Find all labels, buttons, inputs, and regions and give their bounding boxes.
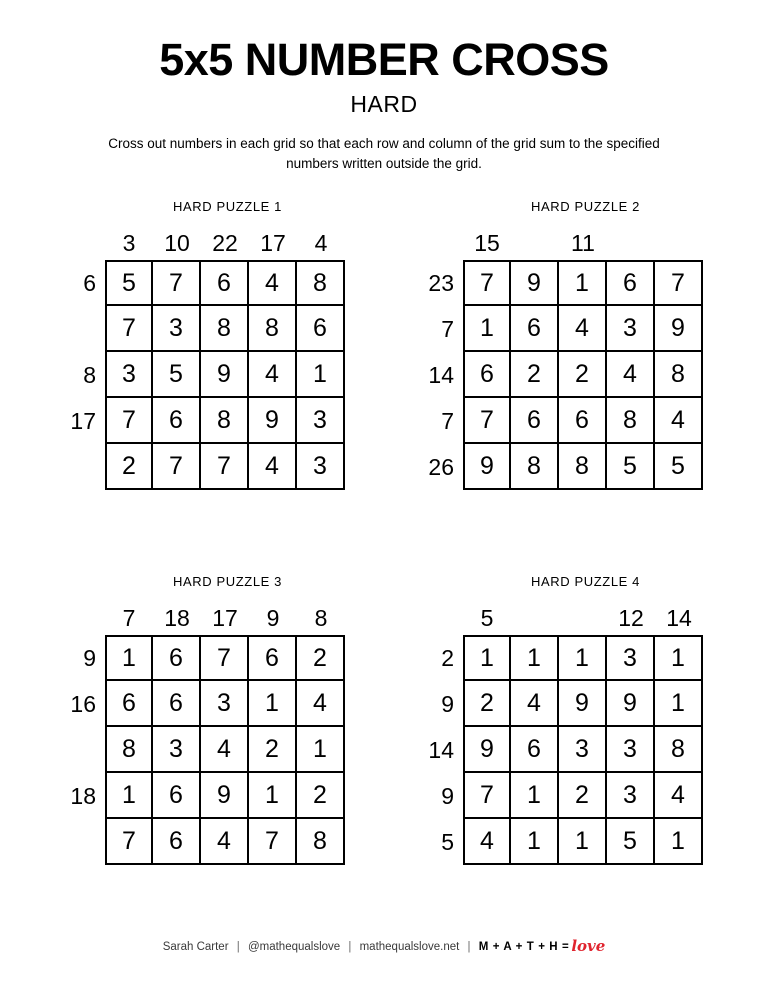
- column-clue: 22: [212, 230, 238, 257]
- grid-cell[interactable]: 6: [105, 681, 153, 727]
- grid-cell[interactable]: 8: [607, 398, 655, 444]
- puzzle-1-title: HARD PUZZLE 1: [173, 199, 282, 215]
- grid-cell[interactable]: 6: [607, 260, 655, 306]
- grid-cell[interactable]: 2: [297, 773, 345, 819]
- row-clue: 5: [441, 828, 454, 855]
- grid-cell[interactable]: 4: [249, 444, 297, 490]
- grid-cell[interactable]: 2: [559, 773, 607, 819]
- grid-cell[interactable]: 5: [105, 260, 153, 306]
- grid-corner-spacer: [418, 226, 463, 260]
- grid-cell[interactable]: 8: [297, 260, 345, 306]
- grid-cell[interactable]: 1: [511, 635, 559, 681]
- puzzle-2-title: HARD PUZZLE 2: [531, 199, 640, 215]
- column-clue: [511, 601, 559, 635]
- grid-cell[interactable]: 1: [655, 681, 703, 727]
- puzzle-1: [60, 199, 350, 490]
- difficulty-subtitle: HARD: [350, 91, 418, 118]
- grid-cell[interactable]: 1: [559, 260, 607, 306]
- grid-cell[interactable]: 9: [201, 352, 249, 398]
- grid-cell[interactable]: 3: [607, 773, 655, 819]
- row-clue: [60, 444, 105, 490]
- grid-cell[interactable]: 8: [655, 727, 703, 773]
- grid-cell[interactable]: 2: [297, 635, 345, 681]
- column-clue: 14: [666, 605, 692, 632]
- puzzle-3: [60, 574, 350, 865]
- row-clue: 7: [441, 315, 454, 342]
- footer-separator: |: [236, 941, 240, 953]
- grid-cell[interactable]: 6: [201, 260, 249, 306]
- grid-cell[interactable]: 1: [297, 727, 345, 773]
- row-clue: 14: [428, 736, 454, 763]
- column-clue: [607, 226, 655, 260]
- row-clue: [60, 306, 105, 352]
- grid-cell[interactable]: 8: [655, 352, 703, 398]
- column-clue: 17: [260, 230, 286, 257]
- brand-logo-love: love: [571, 937, 606, 955]
- grid-cell[interactable]: 9: [201, 773, 249, 819]
- puzzle-row-bottom: [0, 574, 768, 865]
- puzzle-3-grid: [60, 601, 350, 865]
- grid-cell[interactable]: 3: [105, 352, 153, 398]
- grid-cell[interactable]: 5: [607, 444, 655, 490]
- instructions-text: Cross out numbers in each grid so that each row and column of the grid sum to the specified numbers written outside the grid.: [108, 136, 660, 171]
- row-clue: 17: [70, 407, 96, 434]
- row-clue: 14: [428, 361, 454, 388]
- grid-cell[interactable]: 6: [511, 727, 559, 773]
- column-clue: 8: [314, 605, 328, 632]
- grid-cell[interactable]: 9: [607, 681, 655, 727]
- grid-cell[interactable]: 2: [105, 444, 153, 490]
- grid-cell[interactable]: 1: [105, 635, 153, 681]
- row-clue: 9: [441, 782, 454, 809]
- grid-cell[interactable]: 1: [105, 773, 153, 819]
- grid-cell[interactable]: 1: [511, 773, 559, 819]
- column-clue: 9: [266, 605, 280, 632]
- grid-cell[interactable]: 4: [297, 681, 345, 727]
- grid-cell[interactable]: 3: [607, 306, 655, 352]
- puzzle-2: [418, 199, 708, 490]
- column-clue: 15: [474, 230, 500, 257]
- row-clue: 18: [70, 782, 96, 809]
- grid-cell[interactable]: 5: [655, 444, 703, 490]
- row-clue: 6: [83, 269, 96, 296]
- row-clue: 8: [83, 361, 96, 388]
- grid-cell[interactable]: 3: [559, 727, 607, 773]
- grid-cell[interactable]: 8: [201, 398, 249, 444]
- grid-cell[interactable]: 7: [463, 260, 511, 306]
- footer-separator: |: [348, 941, 352, 953]
- puzzles-container: [0, 199, 768, 865]
- column-clue: 18: [164, 605, 190, 632]
- grid-cell[interactable]: 3: [607, 635, 655, 681]
- row-clue: 9: [83, 644, 96, 671]
- page-footer: [0, 937, 768, 955]
- grid-cell[interactable]: 6: [153, 681, 201, 727]
- grid-cell[interactable]: 6: [559, 398, 607, 444]
- row-clue: 7: [441, 407, 454, 434]
- grid-cell[interactable]: 3: [201, 681, 249, 727]
- page-title: 5x5 NUMBER CROSS: [159, 34, 609, 85]
- puzzle-4: [418, 574, 708, 865]
- grid-corner-spacer: [60, 226, 105, 260]
- row-clue: 26: [428, 453, 454, 480]
- grid-cell[interactable]: 1: [655, 819, 703, 865]
- grid-cell[interactable]: 5: [607, 819, 655, 865]
- grid-cell[interactable]: 4: [607, 352, 655, 398]
- grid-cell[interactable]: 4: [511, 681, 559, 727]
- puzzle-4-title: HARD PUZZLE 4: [531, 574, 640, 590]
- row-clue: 2: [441, 644, 454, 671]
- column-clue: 11: [571, 230, 595, 257]
- row-clue: 23: [428, 269, 454, 296]
- column-clue: [655, 226, 703, 260]
- grid-cell[interactable]: 7: [105, 819, 153, 865]
- grid-cell[interactable]: 8: [559, 444, 607, 490]
- grid-cell[interactable]: 8: [105, 727, 153, 773]
- grid-corner-spacer: [60, 601, 105, 635]
- grid-cell[interactable]: 3: [297, 398, 345, 444]
- grid-cell[interactable]: 7: [201, 635, 249, 681]
- column-clue: 4: [314, 230, 328, 257]
- grid-cell[interactable]: 2: [463, 681, 511, 727]
- grid-cell[interactable]: 7: [463, 773, 511, 819]
- grid-cell[interactable]: 7: [105, 306, 153, 352]
- grid-cell[interactable]: 1: [511, 819, 559, 865]
- grid-cell[interactable]: 9: [559, 681, 607, 727]
- grid-cell[interactable]: 8: [297, 819, 345, 865]
- grid-cell[interactable]: 9: [463, 444, 511, 490]
- grid-cell[interactable]: 7: [105, 398, 153, 444]
- puzzle-3-title: HARD PUZZLE 3: [173, 574, 282, 590]
- column-clue: 17: [212, 605, 238, 632]
- grid-cell[interactable]: 3: [607, 727, 655, 773]
- column-clue: 12: [618, 605, 644, 632]
- footer-social-handle: @mathequalslove: [247, 941, 341, 953]
- grid-cell[interactable]: 6: [153, 635, 201, 681]
- grid-cell[interactable]: 4: [201, 819, 249, 865]
- grid-cell[interactable]: 6: [297, 306, 345, 352]
- puzzle-4-grid: [418, 601, 708, 865]
- grid-cell[interactable]: 2: [511, 352, 559, 398]
- grid-cell[interactable]: 3: [153, 306, 201, 352]
- grid-cell[interactable]: 4: [201, 727, 249, 773]
- grid-cell[interactable]: 8: [201, 306, 249, 352]
- grid-cell[interactable]: 9: [249, 398, 297, 444]
- column-clue: 10: [164, 230, 190, 257]
- row-clue: 9: [441, 690, 454, 717]
- puzzle-2-grid: [418, 226, 708, 490]
- grid-cell[interactable]: 1: [249, 681, 297, 727]
- grid-cell[interactable]: 7: [249, 819, 297, 865]
- grid-cell[interactable]: 3: [153, 727, 201, 773]
- column-clue: 7: [122, 605, 136, 632]
- column-clue: [559, 601, 607, 635]
- page-header: [0, 0, 768, 173]
- grid-cell[interactable]: 4: [655, 773, 703, 819]
- grid-cell[interactable]: 7: [153, 444, 201, 490]
- column-clue: 3: [122, 230, 136, 257]
- grid-cell[interactable]: 4: [655, 398, 703, 444]
- puzzle-row-top: [0, 199, 768, 490]
- row-clue: [60, 819, 105, 865]
- grid-cell[interactable]: 8: [249, 306, 297, 352]
- grid-cell[interactable]: 7: [655, 260, 703, 306]
- brand-logo-text: M + A + T + H =: [478, 941, 570, 953]
- grid-cell[interactable]: 1: [559, 819, 607, 865]
- grid-cell[interactable]: 1: [297, 352, 345, 398]
- grid-cell[interactable]: 6: [153, 773, 201, 819]
- row-clue: [60, 727, 105, 773]
- grid-cell[interactable]: 1: [249, 773, 297, 819]
- grid-cell[interactable]: 4: [249, 352, 297, 398]
- puzzle-1-grid: [60, 226, 350, 490]
- grid-cell[interactable]: 3: [297, 444, 345, 490]
- grid-cell[interactable]: 2: [559, 352, 607, 398]
- grid-cell[interactable]: 1: [463, 635, 511, 681]
- grid-cell[interactable]: 6: [511, 398, 559, 444]
- grid-cell[interactable]: 9: [655, 306, 703, 352]
- grid-cell[interactable]: 5: [153, 352, 201, 398]
- grid-cell[interactable]: 1: [463, 306, 511, 352]
- grid-cell[interactable]: 4: [249, 260, 297, 306]
- grid-cell[interactable]: 7: [463, 398, 511, 444]
- grid-corner-spacer: [418, 601, 463, 635]
- grid-cell[interactable]: 9: [463, 727, 511, 773]
- footer-separator: |: [467, 941, 471, 953]
- grid-cell[interactable]: 1: [655, 635, 703, 681]
- grid-cell[interactable]: 6: [511, 306, 559, 352]
- grid-cell[interactable]: 1: [559, 635, 607, 681]
- column-clue: [511, 226, 559, 260]
- row-clue: 16: [70, 690, 96, 717]
- grid-cell[interactable]: 7: [153, 260, 201, 306]
- grid-cell[interactable]: 7: [201, 444, 249, 490]
- grid-cell[interactable]: 6: [153, 398, 201, 444]
- grid-cell[interactable]: 8: [511, 444, 559, 490]
- footer-website[interactable]: mathequalslove.net: [359, 941, 460, 953]
- grid-cell[interactable]: 4: [559, 306, 607, 352]
- grid-cell[interactable]: 9: [511, 260, 559, 306]
- grid-cell[interactable]: 2: [249, 727, 297, 773]
- column-clue: 5: [480, 605, 494, 632]
- grid-cell[interactable]: 6: [463, 352, 511, 398]
- grid-cell[interactable]: 6: [249, 635, 297, 681]
- footer-author: Sarah Carter: [162, 941, 229, 953]
- grid-cell[interactable]: 6: [153, 819, 201, 865]
- grid-cell[interactable]: 4: [463, 819, 511, 865]
